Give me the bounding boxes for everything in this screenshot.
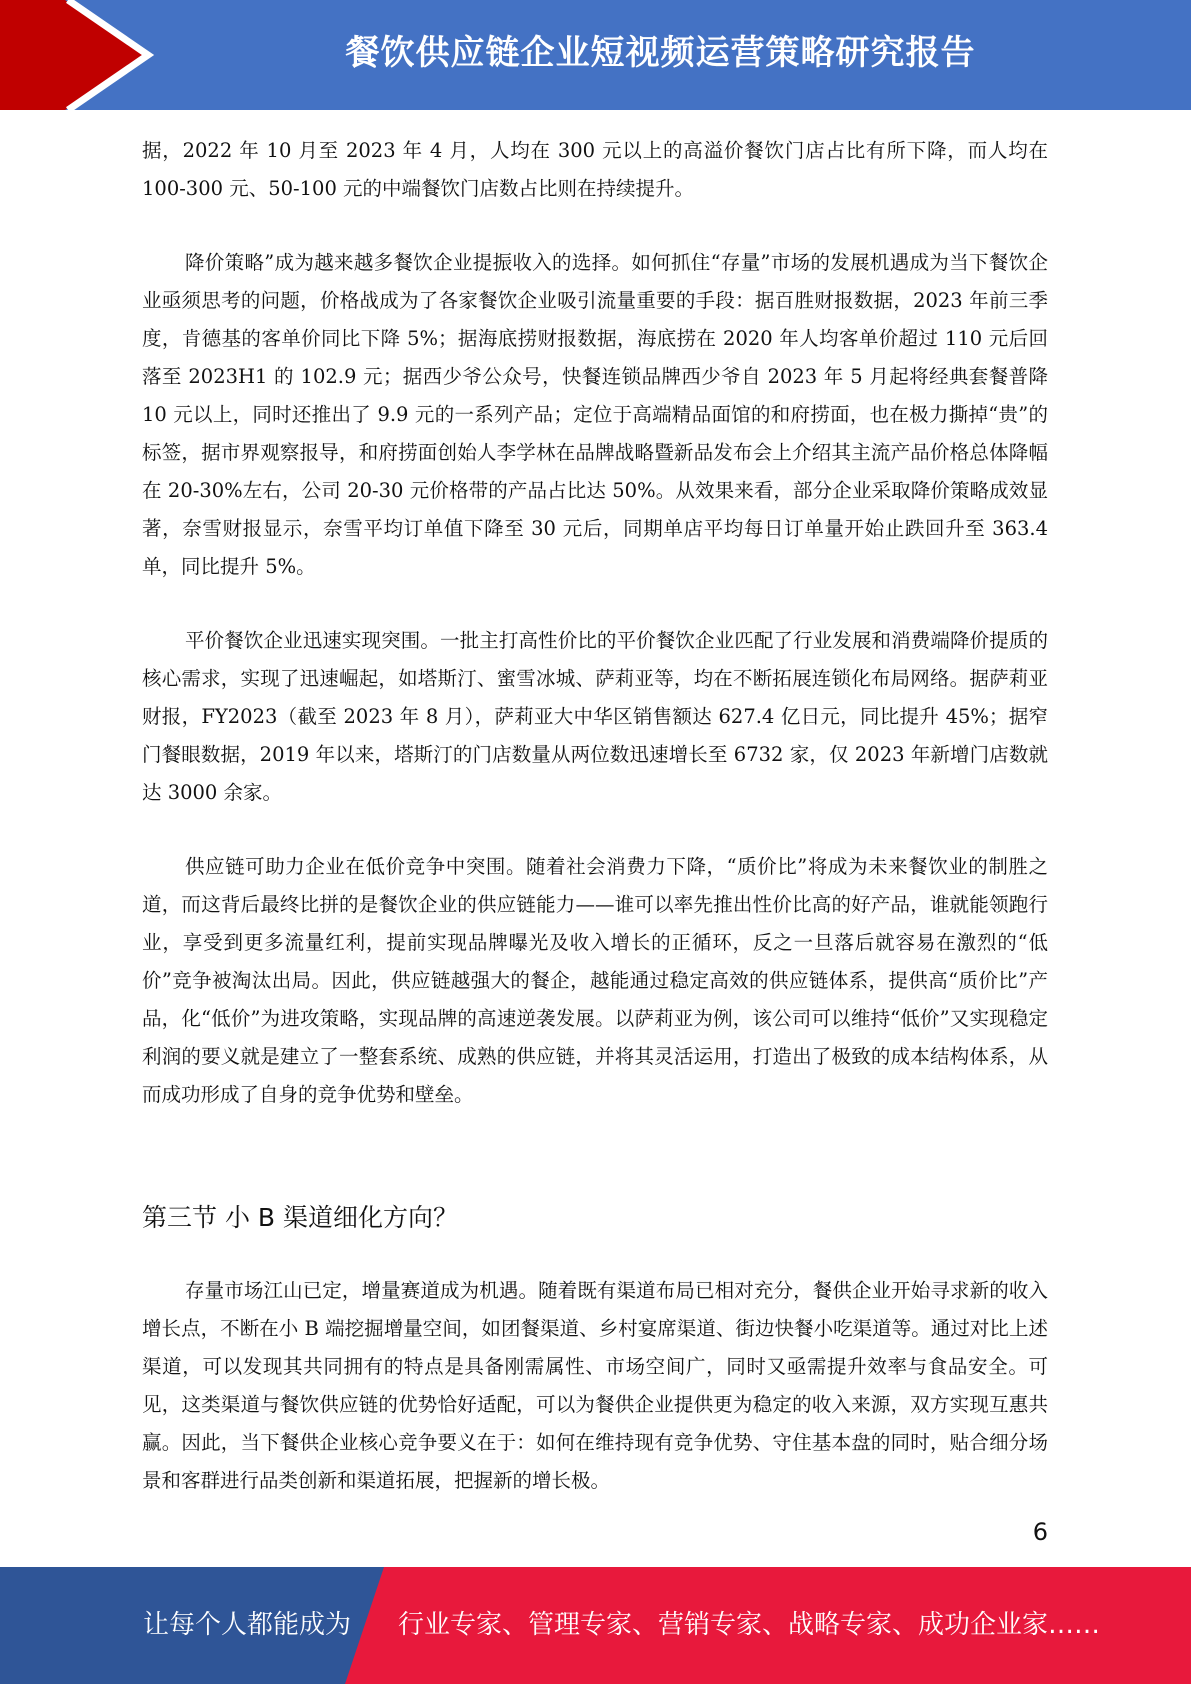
- body-paragraph-2: 降价策略”成为越来越多餐饮企业提振收入的选择。如何抓住“存量”市场的发展机遇成为当下餐饮企业亟须思考的问题，价格战成为了各家餐饮企业吸引流量重要的手段：据百胜财报数据，2023 年前三季度，肯德基的客单价同比下降 5%；据海底捞财报数据，海底捞在 2020 年人均客单价超过 110 元后回落至 2023H1 的 102.9 元；据西少爷公众号，快餐连锁品牌西少爷自 2023 年 5 月起将经典套餐普降 10 元以上，同时还推出了 9.9 元的一系列产品；定位于高端精品面馆的和府捞面，也在极力撕掉“贵”的标签，据市界观察报导，和府捞面创始人李学林在品牌战略暨新品发布会上介绍其主流产品价格总体降幅在 20-30%左右，公司 20-30 元价格带的产品占比达 50%。从效果来看，部分企业采取降价策略成效显著，奈雪财报显示，奈雪平均订单值下降至 30 元后，同期单店平均每日订单量开始止跌回升至 363.4 单，同比提升 5%。: [142, 251, 1048, 578]
- footer-slogan-right: 行业专家、管理专家、营销专家、战略专家、成功企业家……: [398, 1610, 1101, 1640]
- page-footer: [0, 1567, 1191, 1684]
- section-paragraph: 存量市场江山已定，增量赛道成为机遇。随着既有渠道布局已相对充分，餐供企业开始寻求新的收入增长点，不断在小 B 端挖掘增量空间，如团餐渠道、乡村宴席渠道、街边快餐小吃渠道等。通过对比上述渠道，可以发现其共同拥有的特点是具备刚需属性、市场空间广，同时又亟需提升效率与食品安全。可见，这类渠道与餐饮供应链的优势恰好适配，可以为餐供企业提供更为稳定的收入来源，双方实现互惠共赢。因此，当下餐供企业核心竞争要义在于：如何在维持现有竞争优势、守住基本盘的同时，贴合细分场景和客群进行品类创新和渠道拓展，把握新的增长极。: [142, 1279, 1048, 1492]
- report-title: 餐饮供应链企业短视频运营策略研究报告: [345, 33, 976, 73]
- footer-slogan-left: 让每个人都能成为: [143, 1610, 352, 1640]
- section-content: [142, 1272, 1048, 1500]
- body-paragraph-3: 平价餐饮企业迅速实现突围。一批主打高性价比的平价餐饮企业匹配了行业发展和消费端降价提质的核心需求，实现了迅速崛起，如塔斯汀、蜜雪冰城、萨莉亚等，均在不断拓展连锁化布局网络。据萨莉亚财报，FY2023（截至 2023 年 8 月），萨莉亚大中华区销售额达 627.4 亿日元，同比提升 45%；据窄门餐眼数据，2019 年以来，塔斯汀的门店数量从两位数迅速增长至 6732 家，仅 2023 年新增门店数就达 3000 余家。: [142, 629, 1048, 804]
- body-paragraph-1: 据，2022 年 10 月至 2023 年 4 月，人均在 300 元以上的高溢价餐饮门店占比有所下降，而人均在 100-300 元、50-100 元的中端餐饮门店数占比则在持续提升。: [142, 139, 1048, 200]
- section-heading: 第三节 小 B 渠道细化方向？: [142, 1203, 458, 1232]
- page-number: 6: [1032, 1518, 1048, 1546]
- body-paragraph-4: 供应链可助力企业在低价竞争中突围。随着社会消费力下降，“质价比”将成为未来餐饮业的制胜之道，而这背后最终比拼的是餐饮企业的供应链能力——谁可以率先推出性价比高的好产品，谁就能领跑行业，享受到更多流量红利，提前实现品牌曝光及收入增长的正循环，反之一旦落后就容易在激烈的“低价”竞争被淘汰出局。因此，供应链越强大的餐企，越能通过稳定高效的供应链体系，提供高“质价比”产品，化“低价”为进攻策略，实现品牌的高速逆袭发展。以萨莉亚为例，该公司可以维持“低价”又实现稳定利润的要义就是建立了一整套系统、成熟的供应链，并将其灵活运用，打造出了极致的成本结构体系，从而成功形成了自身的竞争优势和壁垒。: [142, 855, 1048, 1106]
- header-arrow-graphic: [0, 0, 160, 110]
- body-content: [142, 132, 1048, 1114]
- page-header: [0, 0, 1191, 110]
